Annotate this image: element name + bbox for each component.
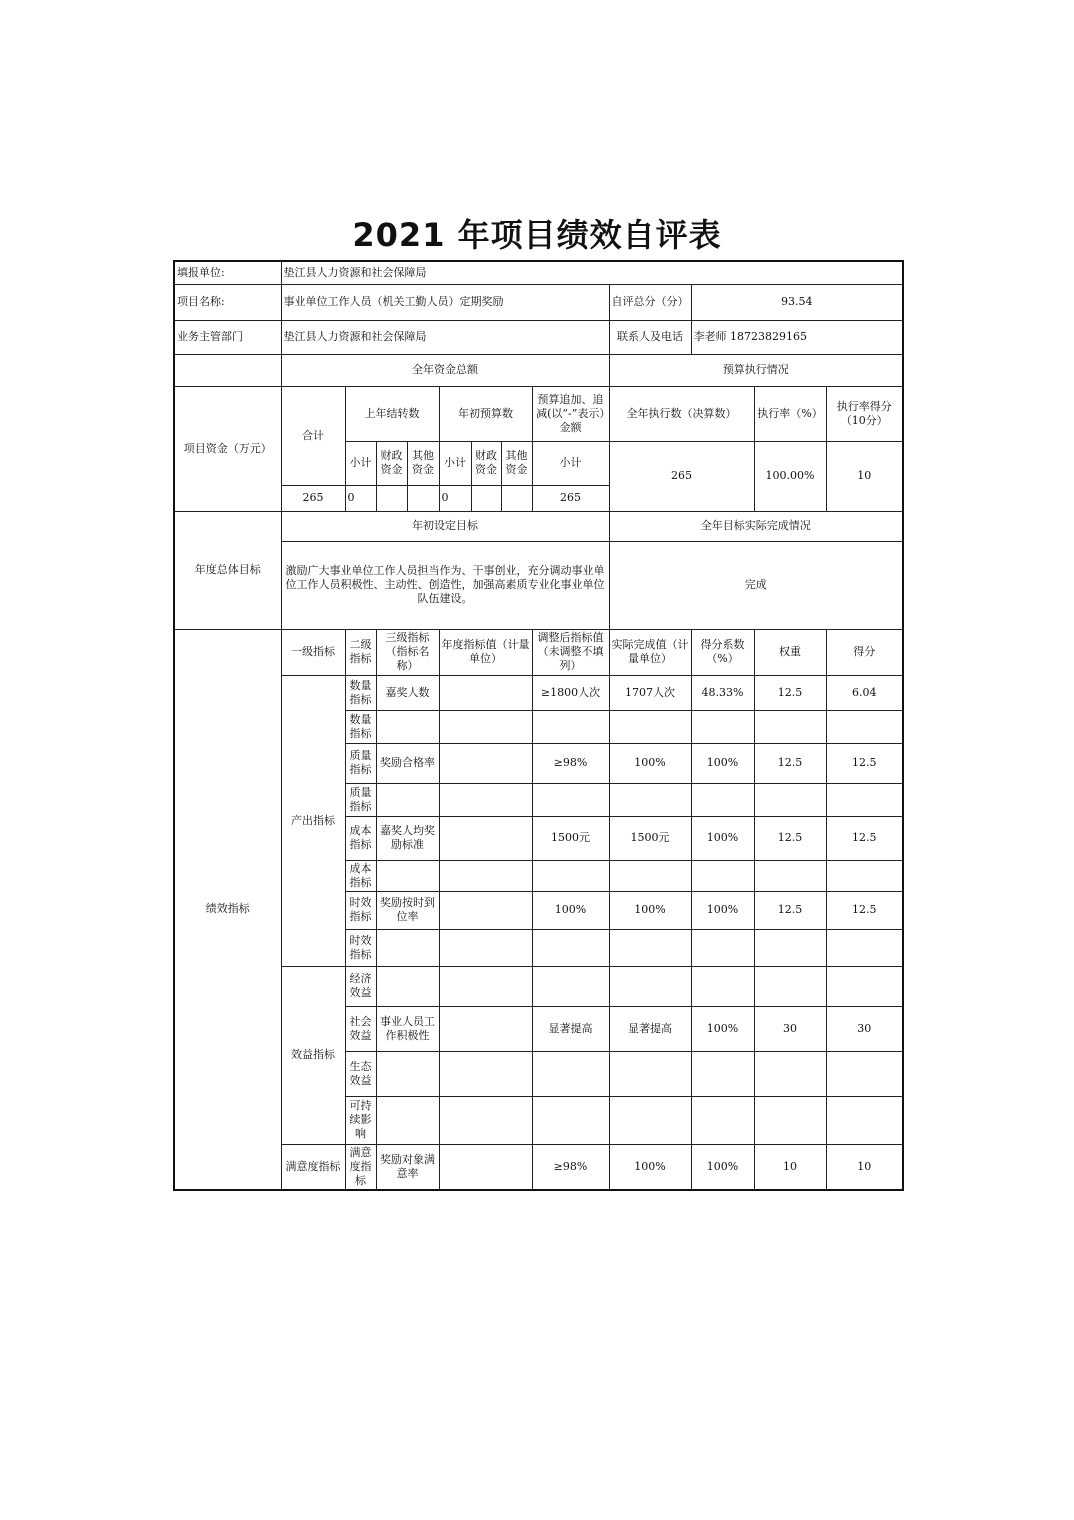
indicator-header-l1: 一级指标: [281, 629, 345, 675]
weight-cell: 12.5: [754, 675, 826, 710]
last-year-label: 上年结转数: [345, 386, 439, 441]
l3-cell: [376, 1096, 439, 1144]
weight-cell: [754, 1051, 826, 1096]
l3-cell: [376, 783, 439, 816]
score-cell: 30: [826, 1006, 903, 1051]
indicator-header-coef: 得分系数（%）: [691, 629, 754, 675]
indicator-header-l3: 三级指标（指标名称）: [376, 629, 439, 675]
indicator-header-weight: 权重: [754, 629, 826, 675]
empty-cell: [174, 354, 281, 386]
score-cell: [826, 929, 903, 966]
annual-cell: [439, 675, 532, 710]
coef-cell: 100%: [691, 891, 754, 929]
indicator-header-l2: 二级指标: [345, 629, 376, 675]
initial-other-label: 其他资金: [501, 441, 532, 485]
adjusted-cell: [532, 1096, 609, 1144]
actual-cell: [609, 1096, 691, 1144]
project-label: 项目名称:: [174, 284, 281, 320]
score-cell: 10: [826, 1144, 903, 1190]
l3-cell: 嘉奖人均奖励标准: [376, 816, 439, 860]
planned-goals-header: 年初设定目标: [281, 511, 609, 541]
satisfaction-indicator-label: 满意度指标: [281, 1144, 345, 1190]
unit-value: 垫江县人力资源和社会保障局: [281, 261, 903, 284]
empty-cell: [407, 485, 439, 511]
page-title: 2021 年项目绩效自评表: [352, 216, 722, 254]
weight-cell: 30: [754, 1006, 826, 1051]
score-label: 自评总分（分）: [609, 284, 691, 320]
l2-cell: 可持续影响: [345, 1096, 376, 1144]
coef-cell: 100%: [691, 1006, 754, 1051]
actual-cell: 1707人次: [609, 675, 691, 710]
exec-rate-score-value: 10: [826, 441, 903, 511]
adjusted-cell: 1500元: [532, 816, 609, 860]
l2-cell: 生态效益: [345, 1051, 376, 1096]
contact-label: 联系人及电话: [609, 320, 691, 354]
empty-cell: [471, 485, 501, 511]
weight-cell: [754, 783, 826, 816]
coef-cell: [691, 929, 754, 966]
total-funds-header: 全年资金总额: [281, 354, 609, 386]
score-cell: [826, 710, 903, 743]
l2-cell: 成本指标: [345, 860, 376, 891]
score-cell: [826, 1051, 903, 1096]
empty-cell: [376, 485, 407, 511]
initial-subtotal-value: 0: [439, 485, 471, 511]
l2-cell: 时效指标: [345, 929, 376, 966]
annual-cell: [439, 1051, 532, 1096]
budget-exec-header: 预算执行情况: [609, 354, 903, 386]
adjust-subtotal-value: 265: [532, 485, 609, 511]
adjust-label: 预算追加、追减(以“-”表示）金额: [532, 386, 609, 441]
indicator-header-annual: 年度指标值（计量单位）: [439, 629, 532, 675]
actual-cell: 100%: [609, 1144, 691, 1190]
last-other-label: 其他资金: [407, 441, 439, 485]
annual-cell: [439, 860, 532, 891]
weight-cell: [754, 1096, 826, 1144]
score-cell: [826, 966, 903, 1006]
weight-cell: [754, 860, 826, 891]
actual-cell: [609, 783, 691, 816]
l3-cell: 奖励按时到位率: [376, 891, 439, 929]
l2-cell: 社会效益: [345, 1006, 376, 1051]
exec-rate-score-label: 执行率得分（10分）: [826, 386, 903, 441]
weight-cell: 12.5: [754, 743, 826, 783]
coef-cell: 100%: [691, 1144, 754, 1190]
annual-exec-label: 全年执行数（决算数）: [609, 386, 754, 441]
sum-label: 合计: [281, 386, 345, 485]
l2-cell: 数量指标: [345, 710, 376, 743]
l3-cell: 嘉奖人数: [376, 675, 439, 710]
adjusted-cell: ≥98%: [532, 743, 609, 783]
adjusted-cell: ≥98%: [532, 1144, 609, 1190]
actual-cell: 100%: [609, 891, 691, 929]
coef-cell: 100%: [691, 743, 754, 783]
adjusted-cell: 100%: [532, 891, 609, 929]
coef-cell: 100%: [691, 816, 754, 860]
l3-cell: [376, 929, 439, 966]
contact-value: 李老师 18723829165: [691, 320, 903, 354]
score-cell: [826, 1096, 903, 1144]
l2-cell: 满意度指标: [345, 1144, 376, 1190]
actual-goals-header: 全年目标实际完成情况: [609, 511, 903, 541]
indicator-header-adjusted: 调整后指标值（未调整不填列）: [532, 629, 609, 675]
table-row: [174, 966, 903, 1006]
actual-cell: [609, 966, 691, 1006]
initial-subtotal-label: 小计: [439, 441, 471, 485]
weight-cell: 10: [754, 1144, 826, 1190]
adjusted-cell: [532, 929, 609, 966]
coef-cell: 48.33%: [691, 675, 754, 710]
score-cell: [826, 860, 903, 891]
l2-cell: 成本指标: [345, 816, 376, 860]
initial-fiscal-label: 财政资金: [471, 441, 501, 485]
annual-cell: [439, 1096, 532, 1144]
goals-section-label: 年度总体目标: [174, 511, 281, 629]
indicator-header-actual: 实际完成值（计量单位）: [609, 629, 691, 675]
coef-cell: [691, 1096, 754, 1144]
exec-rate-value: 100.00%: [754, 441, 826, 511]
annual-exec-value: 265: [609, 441, 754, 511]
last-fiscal-label: 财政资金: [376, 441, 407, 485]
actual-cell: [609, 860, 691, 891]
weight-cell: [754, 710, 826, 743]
weight-cell: 12.5: [754, 816, 826, 860]
actual-cell: [609, 1051, 691, 1096]
l3-cell: [376, 860, 439, 891]
l2-cell: 经济效益: [345, 966, 376, 1006]
annual-cell: [439, 891, 532, 929]
l3-cell: 奖励对象满意率: [376, 1144, 439, 1190]
weight-cell: [754, 929, 826, 966]
annual-cell: [439, 816, 532, 860]
annual-cell: [439, 710, 532, 743]
planned-goals-text: 激励广大事业单位工作人员担当作为、干事创业，充分调动事业单位工作人员积极性、主动性、创造性，加强高素质专业化事业单位队伍建设。: [281, 541, 609, 629]
adjusted-cell: [532, 783, 609, 816]
indicators-section-label: 绩效指标: [174, 629, 281, 1190]
empty-cell: [501, 485, 532, 511]
score-cell: 12.5: [826, 891, 903, 929]
adjust-subtotal-label: 小计: [532, 441, 609, 485]
score-cell: 12.5: [826, 816, 903, 860]
unit-label: 填报单位:: [174, 261, 281, 284]
l2-cell: 时效指标: [345, 891, 376, 929]
output-indicator-label: 产出指标: [281, 675, 345, 966]
table-row: [174, 1144, 903, 1190]
coef-cell: [691, 710, 754, 743]
adjusted-cell: [532, 860, 609, 891]
benefit-indicator-label: 效益指标: [281, 966, 345, 1144]
score-value: 93.54: [691, 284, 903, 320]
dept-label: 业务主管部门: [174, 320, 281, 354]
l3-cell: [376, 710, 439, 743]
sum-value: 265: [281, 485, 345, 511]
actual-cell: 显著提高: [609, 1006, 691, 1051]
coef-cell: [691, 1051, 754, 1096]
l2-cell: 质量指标: [345, 783, 376, 816]
actual-cell: 100%: [609, 743, 691, 783]
l2-cell: 质量指标: [345, 743, 376, 783]
l2-cell: 数量指标: [345, 675, 376, 710]
actual-cell: 1500元: [609, 816, 691, 860]
coef-cell: [691, 860, 754, 891]
annual-cell: [439, 783, 532, 816]
adjusted-cell: 显著提高: [532, 1006, 609, 1051]
score-cell: 12.5: [826, 743, 903, 783]
exec-rate-label: 执行率（%）: [754, 386, 826, 441]
actual-goals-text: 完成: [609, 541, 903, 629]
annual-cell: [439, 966, 532, 1006]
adjusted-cell: [532, 710, 609, 743]
performance-evaluation-table: [173, 260, 904, 1191]
score-cell: 6.04: [826, 675, 903, 710]
actual-cell: [609, 710, 691, 743]
actual-cell: [609, 929, 691, 966]
last-subtotal-value: 0: [345, 485, 376, 511]
coef-cell: [691, 966, 754, 1006]
last-subtotal-label: 小计: [345, 441, 376, 485]
annual-cell: [439, 1144, 532, 1190]
adjusted-cell: [532, 966, 609, 1006]
weight-cell: [754, 966, 826, 1006]
annual-cell: [439, 1006, 532, 1051]
adjusted-cell: [532, 1051, 609, 1096]
project-value: 事业单位工作人员（机关工勤人员）定期奖励: [281, 284, 609, 320]
l3-cell: [376, 1051, 439, 1096]
indicator-header-score: 得分: [826, 629, 903, 675]
adjusted-cell: ≥1800人次: [532, 675, 609, 710]
l3-cell: 事业人员工作积极性: [376, 1006, 439, 1051]
table-row: [174, 675, 903, 710]
initial-budget-label: 年初预算数: [439, 386, 532, 441]
l3-cell: [376, 966, 439, 1006]
annual-cell: [439, 929, 532, 966]
weight-cell: 12.5: [754, 891, 826, 929]
score-cell: [826, 783, 903, 816]
dept-value: 垫江县人力资源和社会保障局: [281, 320, 609, 354]
annual-cell: [439, 743, 532, 783]
l3-cell: 奖励合格率: [376, 743, 439, 783]
funds-section-label: 项目资金（万元）: [174, 386, 281, 511]
coef-cell: [691, 783, 754, 816]
